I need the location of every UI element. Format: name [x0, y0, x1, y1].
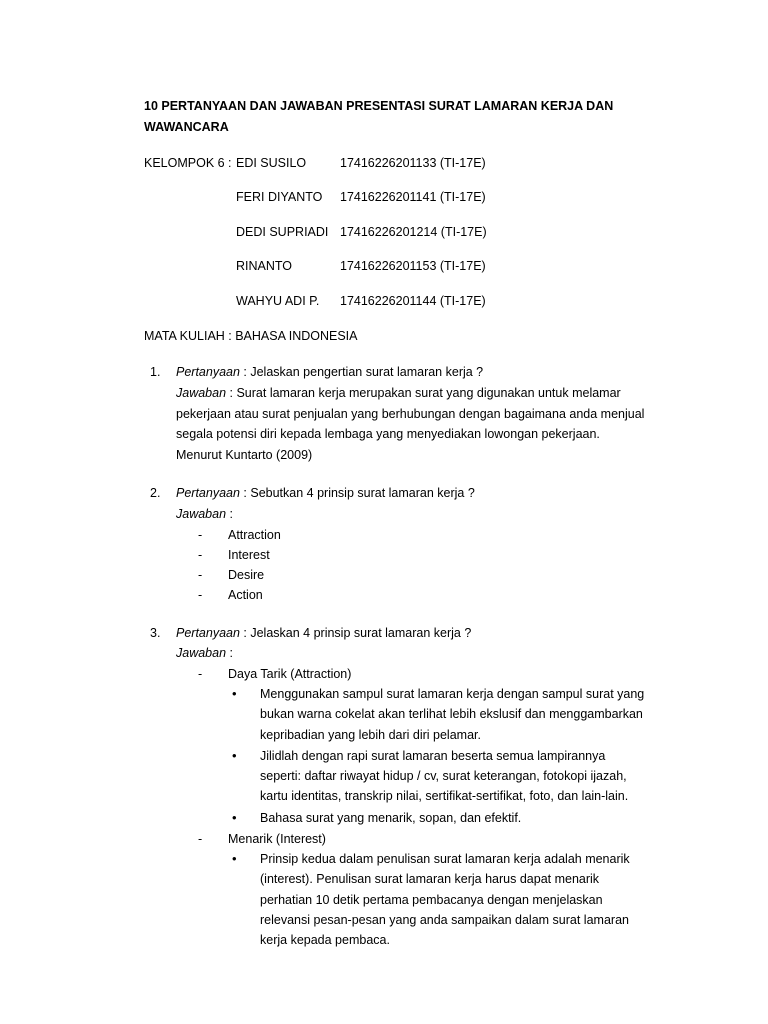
- answer-line: [176, 383, 648, 466]
- qa-number: 3.: [150, 625, 161, 640]
- list-item: [176, 849, 648, 950]
- colon: :: [226, 646, 233, 661]
- colon: :: [239, 486, 251, 501]
- list-item-text: Attraction: [228, 527, 281, 542]
- group-member-row: [144, 291, 648, 312]
- list-item-text: Bahasa surat yang menarik, sopan, dan efektif.: [260, 810, 522, 825]
- qa-item-1: [144, 362, 648, 465]
- list-item-text: Jilidlah dengan rapi surat lamaran beserta semua lampirannya seperti: daftar riwayat hidup / cv, surat keterangan, fotokopi ijazah, kartu identitas, transkrip nilai, sertifikat-sertifikat, foto, dan lain-lain.: [260, 748, 629, 804]
- question-text: Jelaskan pengertian surat lamaran kerja ?: [250, 365, 484, 380]
- dash-marker: -: [198, 587, 203, 602]
- bullet-marker: •: [232, 686, 237, 702]
- answer-label: Jawaban: [176, 646, 227, 661]
- answer-line: [176, 643, 648, 664]
- colon: :: [239, 365, 251, 380]
- list-item: [176, 585, 648, 605]
- bullet-marker: •: [232, 809, 237, 825]
- member-id: 17416226201153 (TI-17E): [340, 259, 486, 274]
- sub-section-title: Daya Tarik (Attraction): [228, 666, 352, 681]
- qa-number: 1.: [150, 365, 161, 380]
- colon: :: [239, 625, 251, 640]
- qa-item-3: [144, 623, 648, 951]
- sub-section-title: Menarik (Interest): [228, 831, 326, 846]
- sub-section-head: [176, 829, 648, 849]
- member-name: EDI SUSILO: [236, 155, 307, 170]
- list-item: [176, 525, 648, 545]
- list-item: [176, 746, 648, 807]
- member-id: 17416226201144 (TI-17E): [340, 294, 486, 308]
- list-item: [176, 684, 648, 745]
- qa-number: 2.: [150, 486, 161, 501]
- list-item: [176, 565, 648, 585]
- list-item-text: Interest: [228, 547, 270, 562]
- sub-section-bullets: [176, 849, 648, 950]
- sub-section-bullets: [176, 684, 648, 828]
- qa-list: [144, 362, 648, 950]
- answer-label: Jawaban: [176, 507, 227, 521]
- answer-label: Jawaban: [176, 385, 227, 400]
- qa-item-2: [144, 483, 648, 604]
- dash-marker: -: [198, 831, 203, 846]
- course-line: MATA KULIAH : BAHASA INDONESIA: [144, 328, 358, 343]
- list-item-text: Prinsip kedua dalam penulisan surat lamaran kerja adalah menarik (interest). Penulisan surat lamaran kerja harus dapat menarik perhatian 10 detik pertama pembacanya dengan menjelaskan relevansi pesan-pesan yang anda sampaikan dalam surat lamaran kerja kepada pembaca.: [260, 852, 630, 948]
- page-title: 10 PERTANYAAN DAN JAWABAN PRESENTASI SURAT LAMARAN KERJA DAN WAWANCARA: [144, 99, 614, 135]
- dash-marker: -: [198, 666, 203, 681]
- member-name: RINANTO: [236, 259, 293, 274]
- member-name: WAHYU ADI P.: [236, 294, 320, 308]
- dash-marker: -: [198, 567, 203, 582]
- group-member-row: [144, 222, 648, 243]
- question-text: Jelaskan 4 prinsip surat lamaran kerja ?: [250, 625, 472, 640]
- member-id: 17416226201141 (TI-17E): [340, 190, 486, 205]
- dash-marker: -: [198, 527, 203, 542]
- bullet-marker: •: [232, 851, 237, 867]
- document-body: [144, 96, 648, 950]
- group-member-row: [144, 187, 648, 208]
- question-line: [176, 362, 648, 383]
- answer-line: [176, 504, 648, 525]
- group-members: [144, 153, 648, 312]
- list-item: [176, 545, 648, 565]
- list-item-text: Desire: [228, 567, 265, 582]
- question-line: [176, 483, 648, 504]
- list-item-text: Menggunakan sampul surat lamaran kerja dengan sampul surat yang bukan warna cokelat akan terlihat lebih ekslusif dan menggambarkan kepribadian yang lebih dari diri pelamar.: [260, 687, 645, 742]
- group-label: KELOMPOK 6 :: [144, 155, 232, 170]
- member-id: 17416226201133 (TI-17E): [340, 155, 486, 170]
- colon: :: [226, 507, 233, 521]
- list-item-text: Action: [228, 587, 263, 602]
- member-name: DEDI SUPRIADI: [236, 224, 329, 239]
- answer-text: Surat lamaran kerja merupakan surat yang digunakan untuk melamar pekerjaan atau surat penjualan yang berhubungan dengan bagaimana anda menjual segala potensi diri kepada lembaga yang menyediakan lowongan pekerjaan. Menurut Kuntarto (2009): [176, 385, 645, 462]
- member-name: FERI DIYANTO: [236, 190, 323, 205]
- question-label: Pertanyaan: [176, 625, 240, 640]
- answer-dash-list: [176, 525, 648, 605]
- group-member-row: [144, 256, 648, 277]
- question-label: Pertanyaan: [176, 486, 240, 501]
- question-line: [176, 623, 648, 644]
- group-member-row: [144, 153, 648, 174]
- list-item: [176, 808, 648, 828]
- member-id: 17416226201214 (TI-17E): [340, 224, 487, 239]
- bullet-marker: •: [232, 747, 237, 763]
- question-label: Pertanyaan: [176, 365, 240, 380]
- colon: :: [226, 385, 237, 400]
- question-text: Sebutkan 4 prinsip surat lamaran kerja ?: [250, 486, 475, 501]
- dash-marker: -: [198, 547, 203, 562]
- sub-section-head: [176, 664, 648, 684]
